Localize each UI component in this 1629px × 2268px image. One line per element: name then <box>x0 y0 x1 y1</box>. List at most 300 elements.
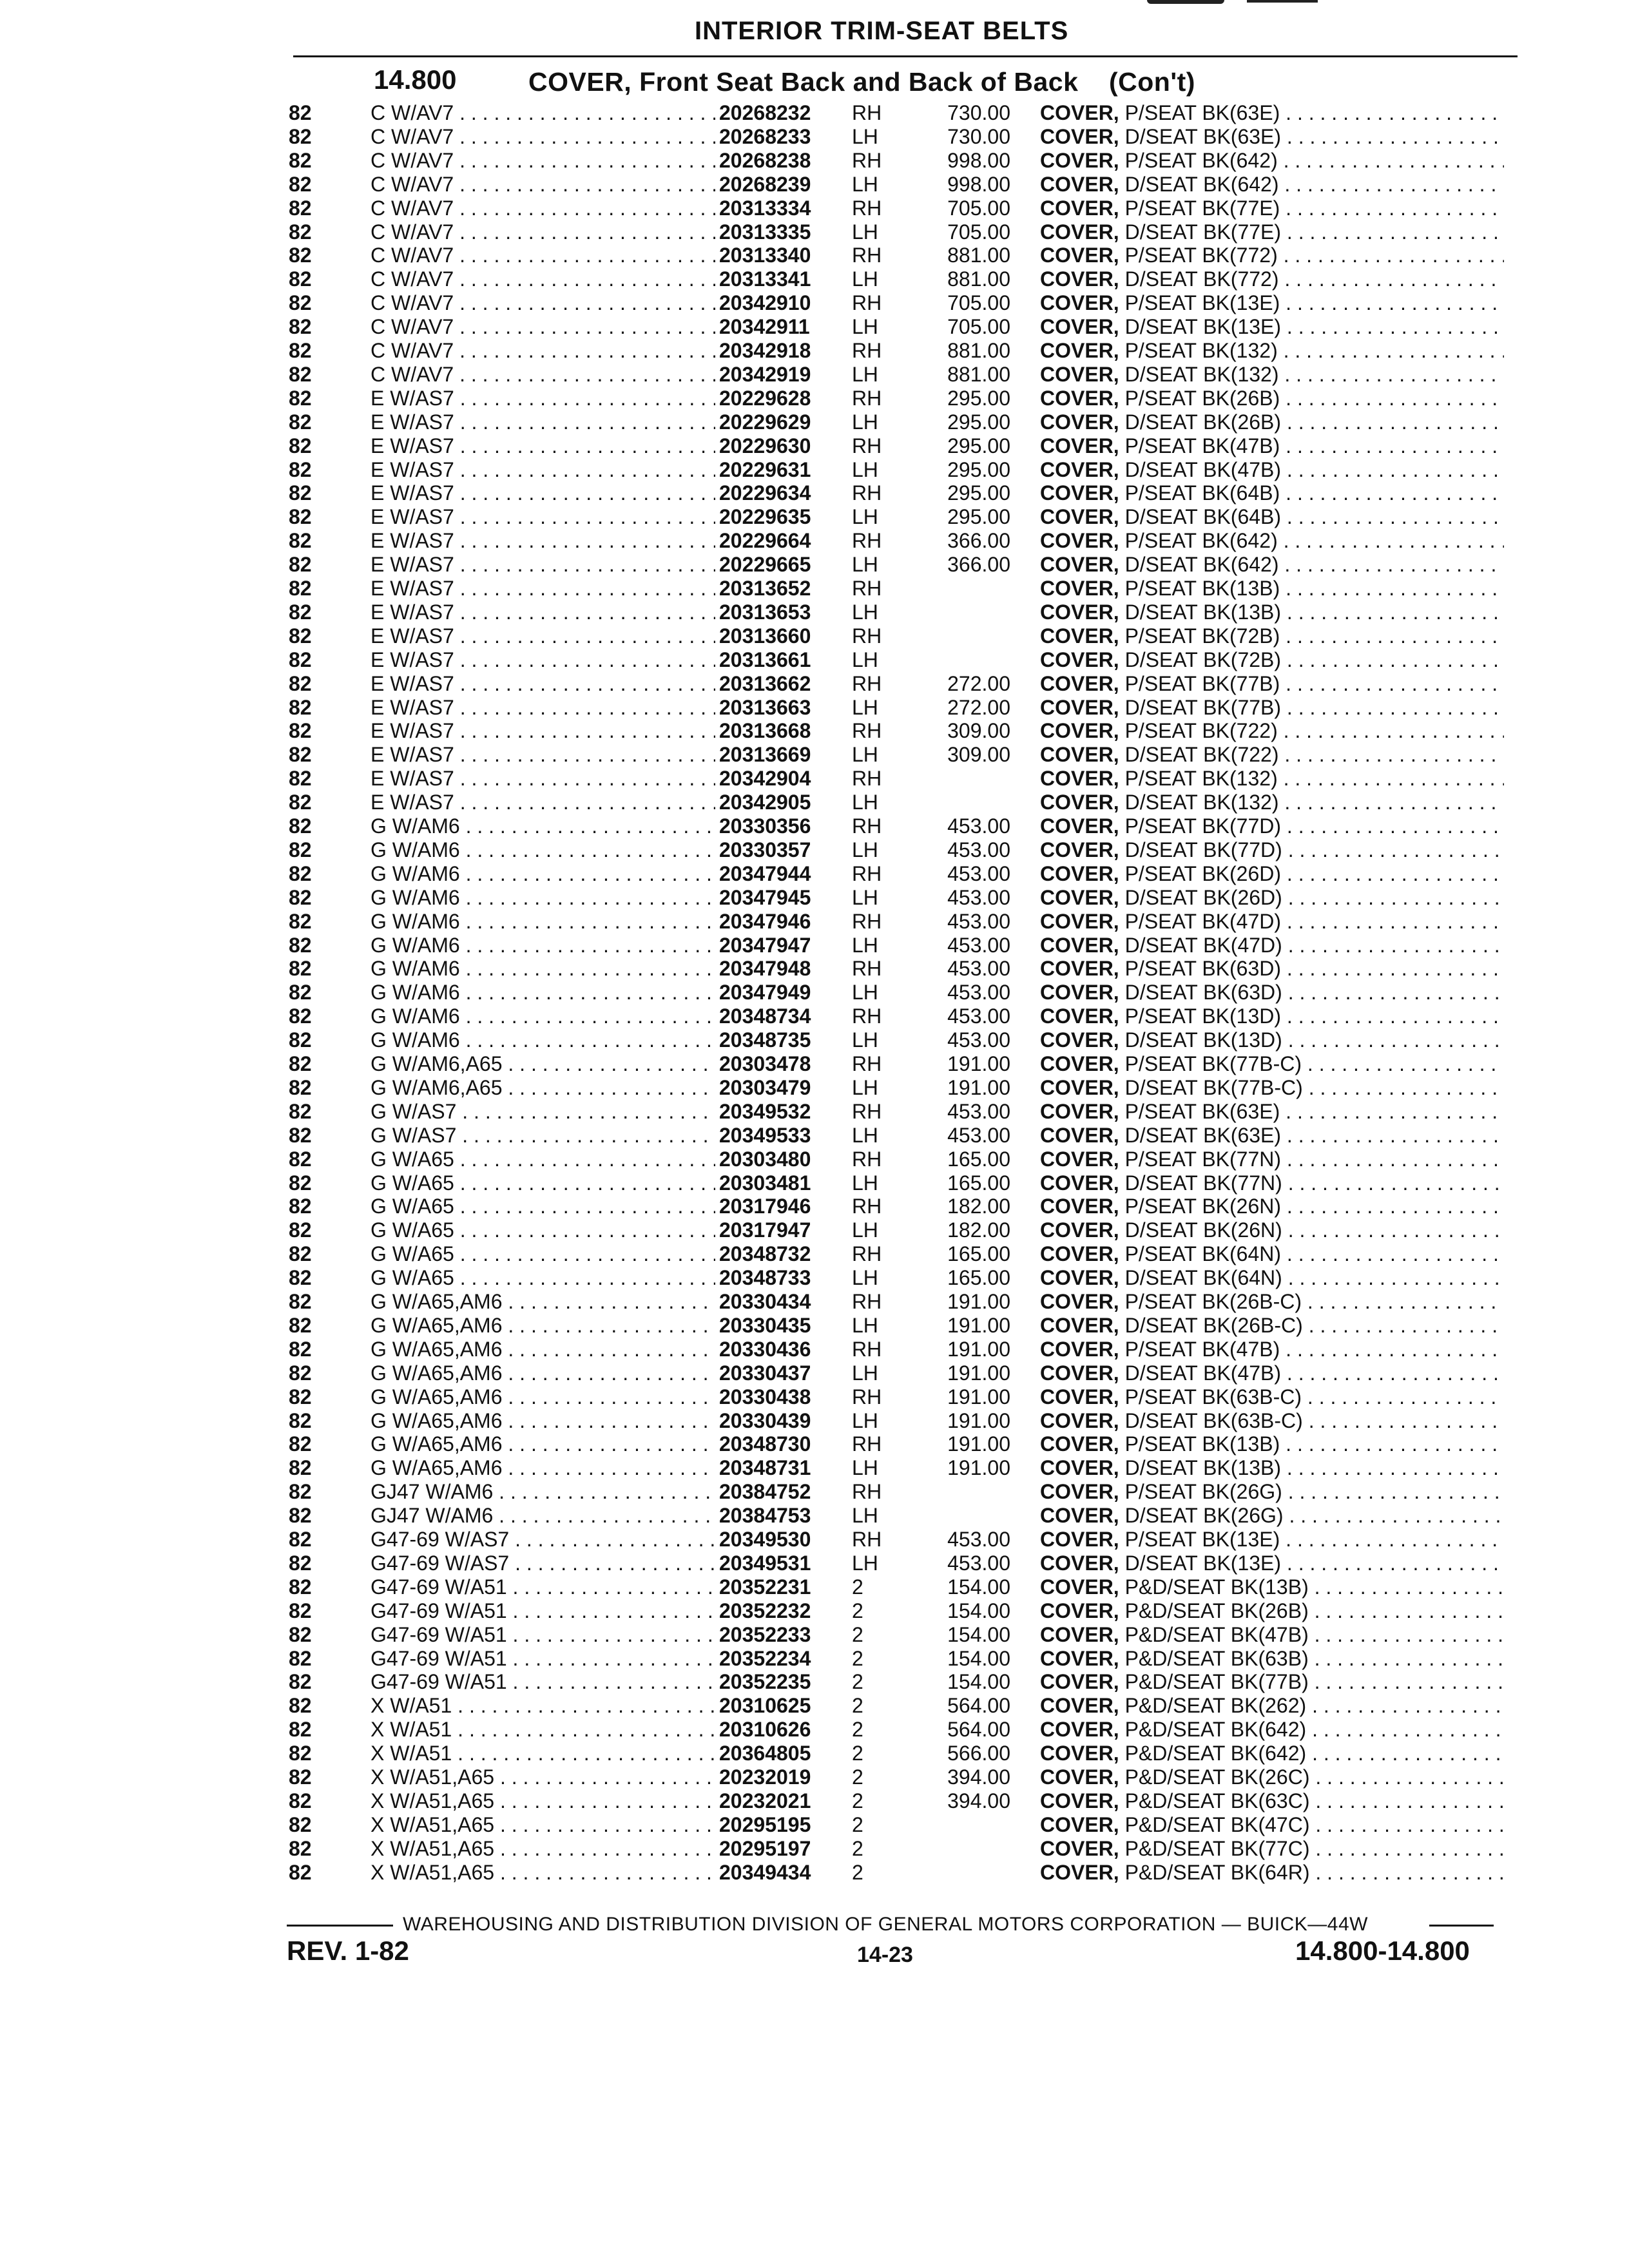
model-year: 82 <box>289 124 312 148</box>
model-year: 82 <box>289 1028 312 1052</box>
table-row <box>0 458 1629 482</box>
model-code: X W/A51,A65 . . . <box>371 1765 715 1789</box>
model-year: 82 <box>289 148 312 172</box>
side-qty: 2 <box>852 1789 863 1812</box>
price: 453.00 <box>947 981 1010 1004</box>
side-qty: LH <box>852 1456 878 1480</box>
part-number: 20268232 <box>719 101 811 124</box>
part-type: COVER, <box>1040 909 1119 933</box>
model-code: G W/AS7 . . . <box>371 1100 715 1124</box>
model-code: E W/AS7 . . . <box>371 410 715 434</box>
part-description <box>1040 1028 1504 1052</box>
scan-mark <box>1247 0 1318 3</box>
model-year: 82 <box>289 577 312 600</box>
part-description <box>1040 767 1504 791</box>
side-qty: 2 <box>852 1812 863 1836</box>
part-type: COVER, <box>1040 1218 1119 1242</box>
side-qty: LH <box>852 505 878 529</box>
part-description <box>1040 220 1504 244</box>
part-number: 20313340 <box>719 244 811 267</box>
part-number: 20330436 <box>719 1337 811 1361</box>
price: 705.00 <box>947 291 1010 315</box>
price: 191.00 <box>947 1337 1010 1361</box>
side-qty: LH <box>852 1218 878 1242</box>
model-code: G W/AM6 . . . <box>371 957 715 981</box>
side-qty: LH <box>852 124 878 148</box>
model-code: E W/AS7 . . . <box>371 387 715 410</box>
model-year: 82 <box>289 600 312 624</box>
table-row <box>0 719 1629 743</box>
part-description <box>1040 1837 1504 1861</box>
price: 453.00 <box>947 1551 1010 1575</box>
side-qty: RH <box>852 1052 882 1075</box>
part-description-text: D/SEAT BK(63E) <box>1124 124 1282 148</box>
part-description-text: P&D/SEAT BK(642) <box>1124 1742 1307 1765</box>
table-row <box>0 149 1629 173</box>
table-row <box>0 648 1629 672</box>
side-qty: LH <box>852 1171 878 1195</box>
table-row <box>0 1409 1629 1433</box>
part-description-text: P/SEAT BK(72B) <box>1124 624 1280 648</box>
part-type: COVER, <box>1040 1266 1119 1290</box>
part-number: 20313335 <box>719 220 811 244</box>
part-description-text: D/SEAT BK(63E) <box>1124 1123 1282 1147</box>
part-type: COVER, <box>1040 838 1119 861</box>
side-qty: RH <box>852 529 882 553</box>
part-description <box>1040 577 1504 601</box>
price: 366.00 <box>947 529 1010 553</box>
model-year: 82 <box>289 1337 312 1361</box>
model-year: 82 <box>289 291 312 315</box>
table-row <box>0 1004 1629 1028</box>
part-description-text: D/SEAT BK(63B-C) <box>1124 1408 1303 1432</box>
price: 165.00 <box>947 1171 1010 1195</box>
part-type: COVER, <box>1040 386 1119 410</box>
part-description-text: P/SEAT BK(26B-C) <box>1124 1290 1302 1313</box>
part-type: COVER, <box>1040 1432 1119 1456</box>
part-description <box>1040 957 1504 981</box>
part-description <box>1040 1480 1504 1504</box>
side-qty: 2 <box>852 1765 863 1789</box>
part-description-text: P/SEAT BK(132) <box>1124 339 1278 362</box>
part-description <box>1040 910 1504 934</box>
part-number: 20303480 <box>719 1147 811 1171</box>
model-year: 82 <box>289 1099 312 1123</box>
side-qty: RH <box>852 1147 882 1171</box>
side-qty: RH <box>852 767 882 791</box>
model-year: 82 <box>289 743 312 767</box>
side-qty: RH <box>852 1480 882 1504</box>
part-type: COVER, <box>1040 172 1119 196</box>
part-number: 20313662 <box>719 671 811 695</box>
model-code: C W/AV7 . . . <box>371 339 715 363</box>
table-row <box>0 505 1629 529</box>
model-code: E W/AS7 . . . <box>371 505 715 529</box>
part-description-text: P&D/SEAT BK(262) <box>1124 1694 1307 1718</box>
part-description <box>1040 315 1504 339</box>
model-code: G W/AM6 . . . <box>371 1028 715 1052</box>
part-number: 20342910 <box>719 291 811 315</box>
part-description <box>1040 1338 1504 1361</box>
model-code: GJ47 W/AM6 . . . <box>371 1504 715 1528</box>
table-row <box>0 1290 1629 1314</box>
model-year: 82 <box>289 767 312 791</box>
side-qty: 2 <box>852 1718 863 1742</box>
price: 191.00 <box>947 1052 1010 1075</box>
part-type: COVER, <box>1040 743 1119 767</box>
part-description <box>1040 149 1504 173</box>
model-year: 82 <box>289 1195 312 1218</box>
price: 564.00 <box>947 1718 1010 1742</box>
part-number: 20349533 <box>719 1123 811 1147</box>
price: 366.00 <box>947 553 1010 577</box>
model-year: 82 <box>289 1218 312 1242</box>
table-row <box>0 434 1629 458</box>
part-number: 20313669 <box>719 743 811 767</box>
price: 295.00 <box>947 505 1010 529</box>
part-type: COVER, <box>1040 719 1119 743</box>
part-type: COVER, <box>1040 1123 1119 1147</box>
model-code: E W/AS7 . . . <box>371 743 715 767</box>
part-description <box>1040 672 1504 696</box>
part-number: 20342905 <box>719 791 811 814</box>
side-qty: RH <box>852 909 882 933</box>
part-description <box>1040 1670 1504 1694</box>
model-year: 82 <box>289 695 312 719</box>
part-number: 20347944 <box>719 861 811 885</box>
model-year: 82 <box>289 1836 312 1860</box>
part-description <box>1040 1861 1504 1885</box>
table-row <box>0 1480 1629 1504</box>
part-number: 20347949 <box>719 981 811 1004</box>
part-description-text: P&D/SEAT BK(77C) <box>1124 1836 1310 1860</box>
part-number: 20313341 <box>719 267 811 291</box>
model-year: 82 <box>289 1765 312 1789</box>
model-year: 82 <box>289 362 312 386</box>
part-description <box>1040 267 1504 291</box>
part-description-text: P/SEAT BK(63E) <box>1124 1099 1280 1123</box>
table-row <box>0 696 1629 720</box>
table-row <box>0 1504 1629 1528</box>
part-description-text: P&D/SEAT BK(47B) <box>1124 1622 1309 1646</box>
model-code: C W/AV7 . . . <box>371 291 715 315</box>
part-type: COVER, <box>1040 814 1119 838</box>
model-year: 82 <box>289 529 312 553</box>
table-row <box>0 291 1629 315</box>
part-description <box>1040 363 1504 387</box>
part-description-text: D/SEAT BK(77B) <box>1124 695 1282 719</box>
model-code: C W/AV7 . . . <box>371 197 715 220</box>
side-qty: LH <box>852 553 878 577</box>
part-description <box>1040 1195 1504 1218</box>
side-qty: RH <box>852 148 882 172</box>
price: 730.00 <box>947 101 1010 124</box>
part-number: 20342911 <box>719 315 810 339</box>
part-type: COVER, <box>1040 791 1119 814</box>
table-row <box>0 315 1629 339</box>
model-code: G W/A65 . . . <box>371 1218 715 1242</box>
part-type: COVER, <box>1040 1337 1119 1361</box>
part-number: 20348731 <box>719 1456 811 1480</box>
part-number: 20229665 <box>719 553 811 577</box>
model-code: E W/AS7 . . . <box>371 601 715 624</box>
model-code: G W/A65,AM6 . . . <box>371 1409 715 1433</box>
part-type: COVER, <box>1040 1528 1119 1551</box>
table-row <box>0 1861 1629 1885</box>
table-row <box>0 1789 1629 1813</box>
part-description-text: D/SEAT BK(13E) <box>1124 315 1282 339</box>
price: 453.00 <box>947 909 1010 933</box>
part-number: 20313334 <box>719 196 811 220</box>
part-description-text: D/SEAT BK(26D) <box>1124 885 1282 909</box>
model-year: 82 <box>289 909 312 933</box>
model-year: 82 <box>289 1075 312 1099</box>
part-type: COVER, <box>1040 196 1119 220</box>
table-row <box>0 1242 1629 1266</box>
side-qty: LH <box>852 1504 878 1528</box>
side-qty: LH <box>852 981 878 1004</box>
table-row <box>0 363 1629 387</box>
model-year: 82 <box>289 220 312 244</box>
price: 453.00 <box>947 1528 1010 1551</box>
side-qty: LH <box>852 695 878 719</box>
price: 295.00 <box>947 434 1010 457</box>
part-type: COVER, <box>1040 1670 1119 1694</box>
part-description-text: P&D/SEAT BK(26B) <box>1124 1599 1309 1622</box>
part-description <box>1040 387 1504 410</box>
table-row <box>0 1765 1629 1789</box>
model-year: 82 <box>289 244 312 267</box>
part-number: 20268233 <box>719 124 811 148</box>
side-qty: 2 <box>852 1694 863 1718</box>
model-year: 82 <box>289 267 312 291</box>
footer-rule <box>287 1925 393 1927</box>
model-code: X W/A51,A65 . . . <box>371 1813 715 1837</box>
part-type: COVER, <box>1040 577 1119 600</box>
part-type: COVER, <box>1040 1361 1119 1385</box>
model-year: 82 <box>289 1432 312 1456</box>
table-row <box>0 125 1629 149</box>
model-year: 82 <box>289 1408 312 1432</box>
part-type: COVER, <box>1040 1551 1119 1575</box>
part-type: COVER, <box>1040 1599 1119 1622</box>
model-code: G W/AM6 . . . <box>371 1004 715 1028</box>
part-number: 20229635 <box>719 505 811 529</box>
part-number: 20347946 <box>719 909 811 933</box>
part-number: 20313653 <box>719 600 811 624</box>
part-number: 20349434 <box>719 1860 811 1884</box>
price: 154.00 <box>947 1599 1010 1622</box>
part-description-text: P&D/SEAT BK(64R) <box>1124 1860 1310 1884</box>
section-range: 14.800-14.800 <box>1295 1936 1470 1966</box>
price: 453.00 <box>947 1099 1010 1123</box>
part-description-text: P/SEAT BK(642) <box>1124 529 1278 553</box>
price: 881.00 <box>947 339 1010 362</box>
part-description <box>1040 1718 1504 1742</box>
side-qty: RH <box>852 671 882 695</box>
part-type: COVER, <box>1040 1171 1119 1195</box>
table-row <box>0 1314 1629 1338</box>
price: 730.00 <box>947 124 1010 148</box>
model-code: E W/AS7 . . . <box>371 791 715 814</box>
model-year: 82 <box>289 1670 312 1694</box>
model-year: 82 <box>289 101 312 124</box>
table-row <box>0 862 1629 886</box>
model-year: 82 <box>289 1385 312 1408</box>
part-number: 20268238 <box>719 148 811 172</box>
model-code: E W/AS7 . . . <box>371 481 715 505</box>
price: 881.00 <box>947 267 1010 291</box>
table-row <box>0 529 1629 553</box>
part-description-text: P/SEAT BK(77D) <box>1124 814 1282 838</box>
part-description-text: P&D/SEAT BK(63C) <box>1124 1789 1310 1812</box>
table-row <box>0 1218 1629 1242</box>
part-type: COVER, <box>1040 101 1119 124</box>
model-code: E W/AS7 . . . <box>371 696 715 720</box>
table-row <box>0 1148 1629 1171</box>
table-row <box>0 1432 1629 1456</box>
part-description-text: P/SEAT BK(26B) <box>1124 386 1280 410</box>
footer-division: WAREHOUSING AND DISTRIBUTION DIVISION OF GENERAL MOTORS CORPORATION — BUICK—44W <box>403 1914 1368 1935</box>
part-number: 20384752 <box>719 1480 811 1504</box>
part-number: 20352235 <box>719 1670 811 1694</box>
model-year: 82 <box>289 315 312 339</box>
part-description-text: D/SEAT BK(26G) <box>1124 1504 1284 1528</box>
model-code: X W/A51,A65 . . . <box>371 1837 715 1861</box>
side-qty: RH <box>852 1195 882 1218</box>
part-type: COVER, <box>1040 315 1119 339</box>
model-year: 82 <box>289 1052 312 1075</box>
side-qty: LH <box>852 1028 878 1052</box>
model-code: X W/A51 . . . <box>371 1742 715 1765</box>
part-number: 20349531 <box>719 1551 811 1575</box>
part-description-text: P&D/SEAT BK(13B) <box>1124 1575 1309 1599</box>
side-qty: LH <box>852 743 878 767</box>
part-number: 20384753 <box>719 1504 811 1528</box>
part-number: 20330357 <box>719 838 811 861</box>
table-row <box>0 244 1629 267</box>
model-year: 82 <box>289 648 312 671</box>
model-code: G W/A65 . . . <box>371 1171 715 1195</box>
model-year: 82 <box>289 624 312 648</box>
part-description <box>1040 1409 1504 1433</box>
side-qty: LH <box>852 1313 878 1337</box>
side-qty: LH <box>852 172 878 196</box>
part-description <box>1040 743 1504 767</box>
part-description <box>1040 529 1504 553</box>
side-qty: RH <box>852 434 882 457</box>
part-type: COVER, <box>1040 1147 1119 1171</box>
part-type: COVER, <box>1040 1099 1119 1123</box>
model-code: G47-69 W/A51 . . . <box>371 1623 715 1647</box>
table-row <box>0 339 1629 363</box>
model-code: C W/AV7 . . . <box>371 267 715 291</box>
price: 191.00 <box>947 1313 1010 1337</box>
model-year: 82 <box>289 1860 312 1884</box>
side-qty: RH <box>852 1242 882 1266</box>
part-description-text: P&D/SEAT BK(642) <box>1124 1718 1307 1742</box>
side-qty: RH <box>852 1528 882 1551</box>
part-number: 20310625 <box>719 1694 811 1718</box>
price: 998.00 <box>947 148 1010 172</box>
price: 453.00 <box>947 885 1010 909</box>
price: 272.00 <box>947 695 1010 719</box>
part-description <box>1040 1575 1504 1599</box>
price: 453.00 <box>947 1123 1010 1147</box>
side-qty: LH <box>852 600 878 624</box>
price: 191.00 <box>947 1385 1010 1408</box>
model-year: 82 <box>289 1504 312 1528</box>
part-description <box>1040 1528 1504 1552</box>
model-code: G W/A65,AM6 . . . <box>371 1290 715 1314</box>
part-type: COVER, <box>1040 1075 1119 1099</box>
part-description-text: P/SEAT BK(64B) <box>1124 481 1280 505</box>
part-description-text: P/SEAT BK(13B) <box>1124 577 1280 600</box>
model-code: G47-69 W/A51 . . . <box>371 1670 715 1694</box>
part-number: 20342904 <box>719 767 811 791</box>
table-row <box>0 1456 1629 1480</box>
revision-label: REV. 1-82 <box>287 1936 409 1966</box>
side-qty: LH <box>852 410 878 434</box>
part-description-text: D/SEAT BK(26B) <box>1124 410 1282 434</box>
page-title: INTERIOR TRIM-SEAT BELTS <box>695 17 1069 45</box>
model-year: 82 <box>289 1599 312 1622</box>
part-description <box>1040 1599 1504 1623</box>
model-code: E W/AS7 . . . <box>371 434 715 458</box>
part-description-text: D/SEAT BK(13B) <box>1124 1456 1282 1480</box>
price: 191.00 <box>947 1456 1010 1480</box>
model-code: G47-69 W/A51 . . . <box>371 1599 715 1623</box>
model-year: 82 <box>289 1528 312 1551</box>
side-qty: RH <box>852 1432 882 1456</box>
table-row <box>0 1338 1629 1361</box>
model-code: G47-69 W/AS7 . . . <box>371 1552 715 1575</box>
part-number: 20330437 <box>719 1361 811 1385</box>
model-year: 82 <box>289 1004 312 1028</box>
model-year: 82 <box>289 861 312 885</box>
model-year: 82 <box>289 1789 312 1812</box>
header-rule <box>293 55 1518 57</box>
part-description <box>1040 173 1504 197</box>
part-description-text: D/SEAT BK(64N) <box>1124 1266 1282 1290</box>
price: 295.00 <box>947 386 1010 410</box>
price: 165.00 <box>947 1266 1010 1290</box>
part-number: 20347948 <box>719 957 811 981</box>
price: 453.00 <box>947 1004 1010 1028</box>
model-year: 82 <box>289 814 312 838</box>
part-type: COVER, <box>1040 481 1119 505</box>
model-year: 82 <box>289 885 312 909</box>
price: 154.00 <box>947 1670 1010 1694</box>
side-qty: RH <box>852 861 882 885</box>
model-year: 82 <box>289 838 312 861</box>
side-qty: LH <box>852 1408 878 1432</box>
model-year: 82 <box>289 1622 312 1646</box>
part-description-text: D/SEAT BK(132) <box>1124 791 1279 814</box>
model-code: GJ47 W/AM6 . . . <box>371 1480 715 1504</box>
model-year: 82 <box>289 671 312 695</box>
part-description-text: P/SEAT BK(26N) <box>1124 1195 1282 1218</box>
part-description <box>1040 791 1504 814</box>
part-number: 20313661 <box>719 648 811 671</box>
model-code: G W/AS7 . . . <box>371 1124 715 1148</box>
side-qty: LH <box>852 362 878 386</box>
model-year: 82 <box>289 981 312 1004</box>
part-description <box>1040 1456 1504 1480</box>
part-description <box>1040 553 1504 577</box>
table-row <box>0 1552 1629 1575</box>
part-description <box>1040 862 1504 886</box>
